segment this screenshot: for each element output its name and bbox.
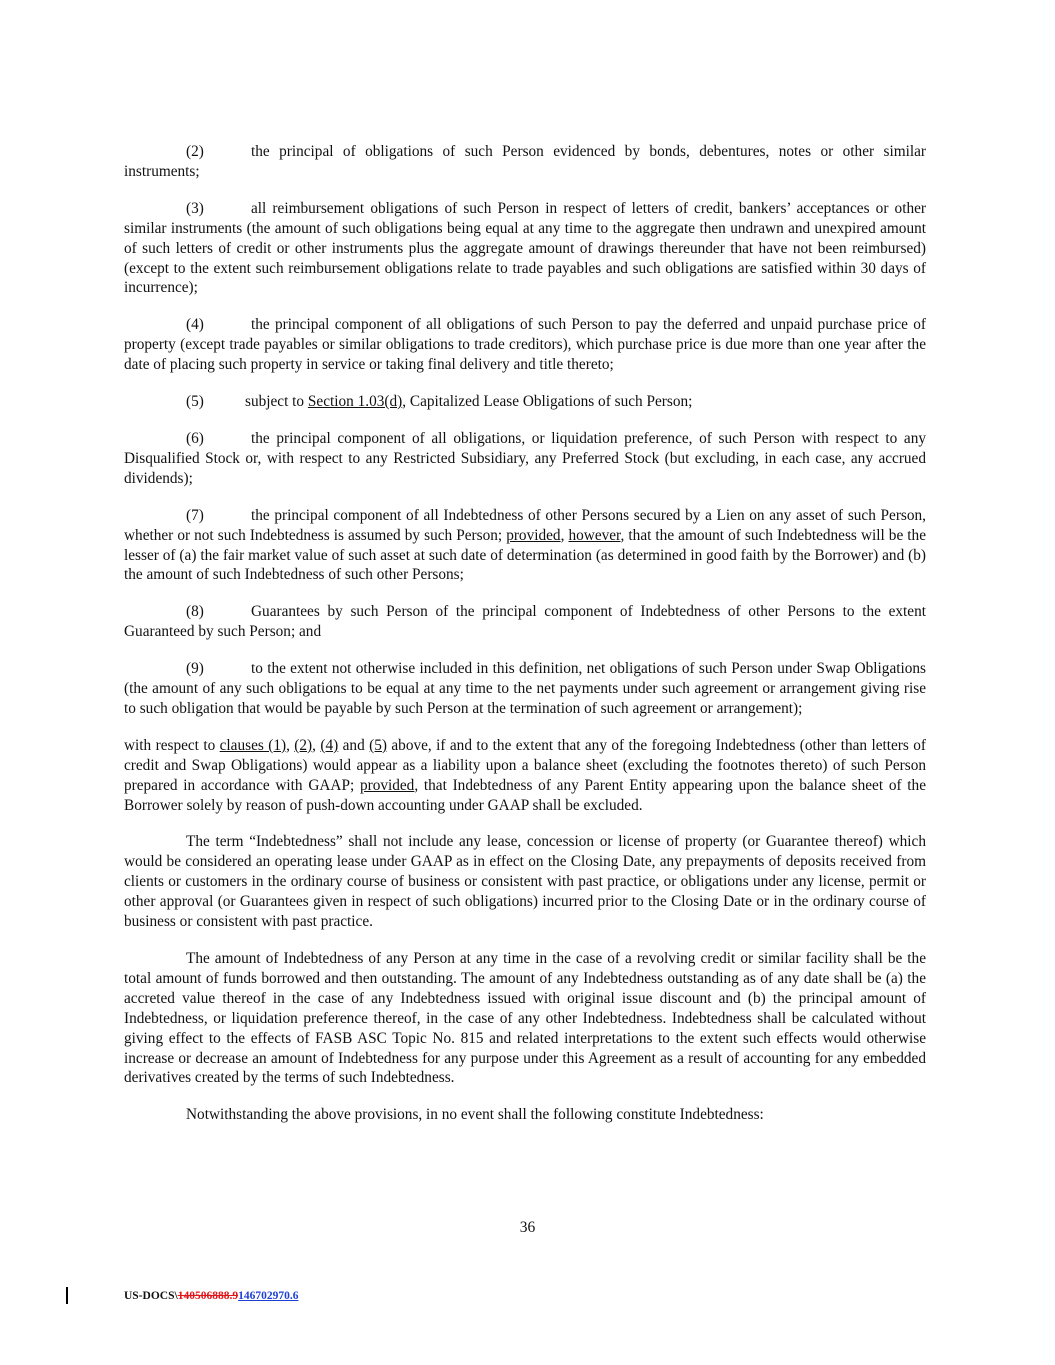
term-exclusion-paragraph: The term “Indebtedness” shall not include any lease, concession or license of property (or Guarantee thereof) which would be considered an operating lease under GAAP as in effect on the Closing Date, any prepayments of deposits received from clients or customers in the ordinary course of business or consistent with past practice, or obligations under any license, permit or other approval (or Guarantees given in respect of such obligations) incurred prior to the Closing Date or in the ordinary course of business or consistent with past practice.	[124, 833, 926, 931]
clause-text: Guarantees by such Person of the principal component of Indebtedness of other Persons to the extent Guaranteed by such Person; and	[124, 603, 926, 641]
with-respect-paragraph	[124, 736, 926, 816]
clause-4	[124, 315, 926, 375]
separator: and	[338, 736, 370, 754]
clause-3	[124, 199, 926, 299]
provided-term: provided	[359, 776, 415, 794]
clause-2-reference[interactable]: (2)	[294, 736, 313, 754]
clause-5-reference[interactable]: (5)	[369, 736, 387, 754]
clause-number: (9)	[186, 660, 204, 678]
clause-text-pre: subject to	[245, 393, 308, 411]
notwithstanding-paragraph: Notwithstanding the above provisions, in no event shall the following constitute Indebtedness:	[186, 1106, 764, 1124]
however-term: however	[568, 526, 621, 544]
clause-number: (8)	[186, 603, 204, 621]
clause-text: the principal component of all obligations of such Person to pay the deferred and unpaid purchase price of property (except trade payables or similar obligations to trade creditors), which purchase price is due more than one year after the date of placing such property in service or taking final delivery and title thereto;	[124, 316, 926, 374]
clause-number: (4)	[186, 316, 204, 334]
document-id-footer	[124, 1290, 298, 1302]
clause-text-pre: the principal component of all Indebtedness of other Persons secured by a Lien on any asset of such Person, whether or not such Indebtedness is assumed by such Person;	[124, 506, 926, 544]
clause-6	[124, 429, 926, 489]
clause-number: (7)	[186, 506, 204, 524]
doc-id-deleted: 140506888.9	[177, 1290, 239, 1302]
document-body	[124, 142, 926, 1142]
clause-1-reference[interactable]: clauses (1)	[219, 736, 287, 754]
clause-number: (6)	[186, 429, 204, 447]
revision-change-bar	[66, 1287, 68, 1304]
clause-9	[124, 659, 926, 719]
section-reference-link[interactable]: Section 1.03(d)	[307, 393, 403, 411]
doc-id-inserted: 146702970.6	[238, 1290, 299, 1302]
comma: ,	[560, 526, 569, 544]
text-segment: , that Indebtedness of any Parent Entity appearing upon the balance sheet of the Borrower solely by reason of push-down accounting under GAAP shall be excluded.	[124, 776, 926, 814]
clause-text: the principal component of all obligations, or liquidation preference, of such Person with respect to any Disqualified Stock or, with respect to any Restricted Subsidiary, any Preferred Stock (but excluding, in each case, any accrued dividends);	[124, 429, 926, 487]
clause-text: all reimbursement obligations of such Person in respect of letters of credit, bankers’ acceptances or other similar instruments (the amount of such obligations being equal at any time to the aggregate then undrawn and unexpired amount of such letters of credit or other instruments plus the aggregate amount of drawings thereunder that have not been reimbursed) (except to the extent such reimbursement obligations relate to trade payables and such obligations are satisfied within 30 days of incurrence);	[124, 199, 926, 297]
clause-7	[124, 506, 926, 586]
clause-8	[124, 602, 926, 642]
text-segment: above, if and to the extent that any of the foregoing Indebtedness (other than letters of credit and Swap Obligations) would appear as a liability upon a balance sheet (excluding the footnotes thereto) of such Person prepared in accordance with GAAP;	[124, 736, 926, 794]
amount-paragraph: The amount of Indebtedness of any Person at any time in the case of a revolving credit or similar facility shall be the total amount of funds borrowed and then outstanding. The amount of any Indebtedness outstanding as of any date shall be (a) the accreted value thereof in the case of any Indebtedness issued with original issue discount and (b) the principal amount of Indebtedness, or liquidation preference thereof, in the case of any other Indebtedness. Indebtedness shall be calculated without giving effect to the effects of FASB ASC Topic No. 815 and related interpretations to the extent such effects would otherwise increase or decrease an amount of Indebtedness for any purpose under this Agreement as a result of accounting for any embedded derivatives created by the terms of such Indebtedness.	[124, 950, 926, 1087]
separator: ,	[286, 736, 295, 754]
clause-4-reference[interactable]: (4)	[320, 736, 339, 754]
clause-text-post: , that the amount of such Indebtedness will be the lesser of (a) the fair market value of such asset at such date of determination (as determined in good faith by the Borrower) and (b) the amount of such Indebtedness of such other Persons;	[124, 526, 926, 584]
text-segment: with respect to	[124, 736, 220, 754]
doc-id-prefix: US-DOCS\	[124, 1290, 178, 1302]
clause-text: to the extent not otherwise included in this definition, net obligations of such Person under Swap Obligations (the amount of any such obligations to be equal at any time to the net payments under such agreement or arrangement giving rise to such obligation that would be payable by such Person at the termination of such agreement or arrangement);	[124, 660, 926, 717]
clause-text: the principal of obligations of such Person evidenced by bonds, debentures, notes or other similar instruments;	[124, 143, 926, 180]
clause-number: (3)	[186, 199, 204, 217]
clause-number: (5)	[186, 393, 204, 411]
clause-2	[124, 142, 926, 182]
clause-5	[124, 392, 926, 412]
page-number: 36	[519, 1219, 536, 1236]
clause-number: (2)	[186, 143, 204, 160]
separator: ,	[312, 736, 321, 754]
clause-text-post: , Capitalized Lease Obligations of such Person;	[402, 393, 693, 411]
provided-term: provided	[506, 526, 561, 544]
